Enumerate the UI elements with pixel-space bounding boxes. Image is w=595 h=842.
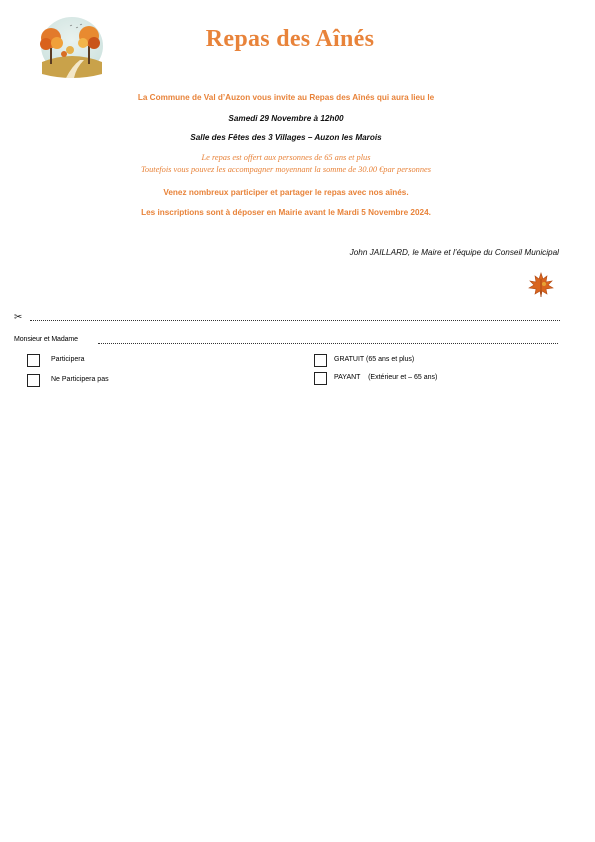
checkbox-payant[interactable] [314, 372, 327, 385]
name-field[interactable] [98, 343, 558, 344]
event-date: Samedi 29 Novembre à 12h00 [228, 114, 344, 123]
option-label: Ne Participera pas [51, 376, 109, 383]
option-label: PAYANT (Extérieur et – 65 ans) [334, 374, 438, 381]
call-to-action: Venez nombreux participer et partager le repas avec nos aînés. [163, 188, 409, 197]
page-title: Repas des Aînés [205, 26, 375, 52]
option-label: GRATUIT (65 ans et plus) [334, 356, 415, 363]
name-field-label: Monsieur et Madame [14, 336, 78, 343]
dotted-cut-line [30, 320, 560, 321]
cut-line [14, 312, 560, 326]
event-venue: Salle des Fêtes des 3 Villages – Auzon les Marois [190, 133, 382, 142]
option-ne-participera-pas[interactable] [27, 374, 227, 388]
checkbox-ne-participera-pas[interactable] [27, 374, 40, 387]
option-payant[interactable] [314, 372, 534, 386]
option-gratuit[interactable] [314, 354, 534, 368]
offer-line-2: Toutefois vous pouvez les accompagner moyennant la somme de 30.00 €par personnes [141, 165, 431, 174]
maple-leaf-icon [526, 270, 556, 300]
checkbox-participera[interactable] [27, 354, 40, 367]
name-field-row [14, 336, 560, 348]
registration-deadline: Les inscriptions sont à déposer en Mairie avant le Mardi 5 Novembre 2024. [141, 208, 431, 217]
scissors-icon: ✂ [14, 312, 23, 323]
option-participera[interactable] [27, 354, 227, 368]
offer-line-1: Le repas est offert aux personnes de 65 ans et plus [201, 153, 371, 162]
option-label: Participera [51, 356, 85, 363]
invitation-intro: La Commune de Val d’Auzon vous invite au Repas des Aînés qui aura lieu le [137, 93, 435, 102]
autumn-landscape-illustration [36, 16, 108, 80]
signature: John JAILLARD, le Maire et l’équipe du Conseil Municipal [349, 248, 559, 257]
checkbox-gratuit[interactable] [314, 354, 327, 367]
